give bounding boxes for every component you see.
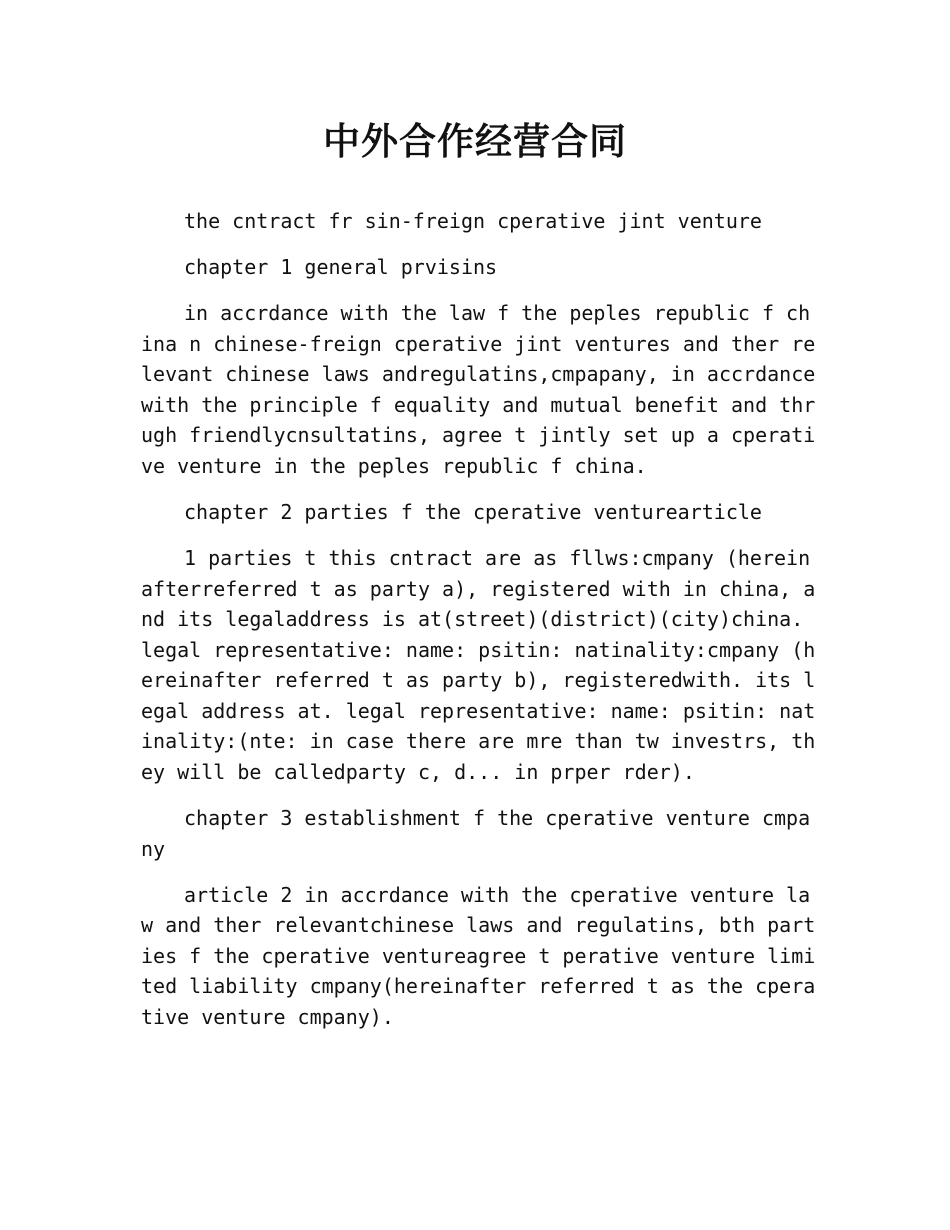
chapter-2-heading: chapter 2 parties f the cperative venturearticle bbox=[184, 499, 762, 524]
article-2-paragraph: article 2 in accrdance with the cperative venture law and ther relevantchinese laws and regulatins, bth parties f the cperative ventureagree t perative venture limited liability cmpany(hereinafter referred t as the cperative venture cmpany). bbox=[141, 882, 816, 1029]
contract-heading: the cntract fr sin-freign cperative jint venture bbox=[184, 209, 762, 233]
document-body bbox=[141, 206, 817, 1048]
chapter-1-heading: chapter 1 general prvisins bbox=[184, 254, 498, 279]
article-1-paragraph: 1 parties t this cntract are as fllws:cmpany (hereinafterreferred t as party a), registered with in china, and its legaladdress is at(street)(district)(city)china. legal representative: name: psitin: natinality:cmpany (hereinafter referred t as party b), registeredwith. its legal address at. legal representative: name: psitin: natinality:(nte: in case there are mre than tw investrs, they will be calledparty c, d... in prper rder). bbox=[141, 545, 816, 785]
chapter-3-heading: chapter 3 establishment f the cperative venture cmpany bbox=[141, 806, 811, 861]
chapter-1-paragraph: in accrdance with the law f the peples republic f china n chinese-freign cperative jint ventures and ther relevant chinese laws andregulatins,cmpapany, in accrdancewith the principle f equality and mutual benefit and thrugh friendlycnsultatins, agree t jintly set up a cperative venture in the peples republic f china. bbox=[141, 300, 816, 478]
document-title: 中外合作经营合同 bbox=[323, 120, 627, 163]
